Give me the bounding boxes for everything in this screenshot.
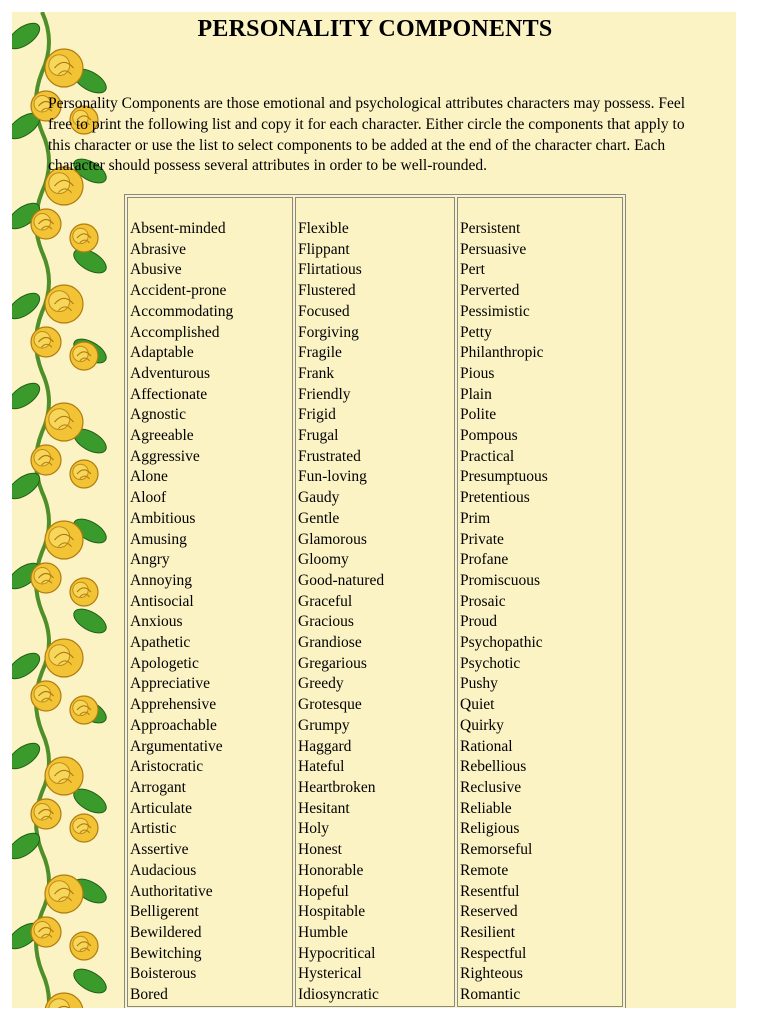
list-item: Affectionate bbox=[130, 385, 208, 403]
list-item: Holy bbox=[298, 820, 329, 838]
list-item: Appreciative bbox=[130, 675, 211, 693]
list-item: Absent-minded bbox=[130, 220, 226, 237]
leaf-icon bbox=[70, 604, 110, 638]
list-item: Aristocratic bbox=[130, 758, 204, 776]
list-item: Practical bbox=[460, 447, 515, 465]
leaf-icon bbox=[12, 738, 44, 773]
list-item: Bewildered bbox=[130, 923, 202, 941]
list-item: Articulate bbox=[130, 799, 192, 817]
list-item: Reliable bbox=[460, 799, 512, 817]
list-item: Abrasive bbox=[130, 240, 186, 258]
list-item: Frank bbox=[298, 364, 335, 382]
components-table bbox=[124, 194, 626, 1008]
list-item: Idiosyncratic bbox=[298, 986, 379, 1004]
list-item: Pretentious bbox=[460, 489, 530, 507]
list-item: Pessimistic bbox=[460, 302, 530, 320]
list-item: Hateful bbox=[298, 758, 345, 776]
list-item: Plain bbox=[460, 385, 492, 403]
list-item: Presumptuous bbox=[460, 468, 548, 486]
list-item: Gentle bbox=[298, 509, 340, 527]
list-item: Apathetic bbox=[130, 634, 191, 652]
list-item: Approachable bbox=[130, 716, 217, 734]
list-item: Prim bbox=[460, 509, 491, 527]
list-item: Flirtatious bbox=[298, 261, 362, 279]
list-item: Graceful bbox=[298, 592, 353, 610]
list-item: Annoying bbox=[130, 571, 192, 589]
list-item: Aloof bbox=[130, 489, 167, 507]
list-item: Petty bbox=[460, 323, 492, 341]
list-item: Religious bbox=[460, 820, 520, 838]
list-item: Honorable bbox=[298, 861, 364, 879]
list-item: Agreeable bbox=[130, 427, 194, 445]
page bbox=[12, 12, 736, 1008]
list-item: Heartbroken bbox=[298, 778, 376, 796]
list-item: Persistent bbox=[460, 220, 521, 237]
list-item: Fun-loving bbox=[298, 468, 367, 486]
list-item: Accommodating bbox=[130, 302, 234, 320]
list-item: Accident-prone bbox=[130, 282, 227, 300]
list-item: Rational bbox=[460, 737, 513, 755]
list-item: Apologetic bbox=[130, 654, 199, 672]
list-item: Belligerent bbox=[130, 903, 199, 921]
list-item: Abusive bbox=[130, 261, 182, 279]
list-item: Agnostic bbox=[130, 406, 186, 424]
list-item: Philanthropic bbox=[460, 344, 544, 362]
list-item: Adventurous bbox=[130, 364, 211, 382]
list-item: Antisocial bbox=[130, 592, 194, 610]
list-item: Grumpy bbox=[298, 716, 350, 734]
list-item: Quirky bbox=[460, 716, 504, 734]
list-item: Psychopathic bbox=[460, 634, 543, 652]
list-item: Hypocritical bbox=[298, 944, 376, 962]
list-item: Frugal bbox=[298, 427, 339, 445]
list-item: Gracious bbox=[298, 613, 354, 631]
list-item: Adaptable bbox=[130, 344, 194, 362]
list-item: Pious bbox=[460, 364, 495, 382]
list-item: Resilient bbox=[460, 923, 516, 941]
list-item: Amusing bbox=[130, 530, 187, 548]
list-item: Hopeful bbox=[298, 882, 349, 900]
list-item: Flexible bbox=[298, 220, 349, 237]
leaf-icon bbox=[70, 964, 110, 998]
list-item: Pushy bbox=[460, 675, 498, 693]
list-item: Good-natured bbox=[298, 571, 385, 589]
list-item: Focused bbox=[298, 302, 350, 320]
list-item: Proud bbox=[460, 613, 498, 631]
list-item: Flippant bbox=[298, 240, 350, 258]
list-item: Profane bbox=[460, 551, 509, 569]
list-item: Haggard bbox=[298, 737, 352, 755]
table-row bbox=[127, 197, 623, 1007]
list-item: Fragile bbox=[298, 344, 342, 362]
list-item: Accomplished bbox=[130, 323, 220, 341]
column-3 bbox=[457, 197, 623, 1007]
intro-paragraph: Personality Components are those emotional and psychological attributes characters may possess. Feel free to print the following list and copy it for each character. Either circle the components that apply to this character or use the list to select components to be added at the end of the character chart. Each character should possess several attributes in order to be well-rounded. bbox=[48, 95, 686, 175]
list-item: Remorseful bbox=[460, 841, 533, 859]
list-item: Prosaic bbox=[460, 592, 506, 610]
list-item: Hospitable bbox=[298, 903, 366, 921]
list-item: Grandiose bbox=[298, 634, 362, 652]
list-item: Angry bbox=[130, 551, 170, 569]
page-title: PERSONALITY COMPONENTS bbox=[197, 16, 553, 42]
list-item: Resentful bbox=[460, 882, 520, 900]
list-item: Argumentative bbox=[130, 737, 223, 755]
column-1 bbox=[127, 197, 293, 1007]
list-item: Gregarious bbox=[298, 654, 367, 672]
list-item: Frigid bbox=[298, 406, 336, 424]
list-item: Friendly bbox=[298, 385, 351, 403]
list-item: Reclusive bbox=[460, 778, 522, 796]
list-item: Pompous bbox=[460, 427, 518, 445]
list-item: Assertive bbox=[130, 841, 189, 859]
list-item: Private bbox=[460, 530, 504, 548]
list-item: Remote bbox=[460, 861, 509, 879]
list-item: Authoritative bbox=[130, 882, 213, 900]
component-list-2 bbox=[296, 198, 454, 1006]
column-2 bbox=[295, 197, 455, 1007]
list-item: Arrogant bbox=[130, 778, 186, 796]
list-item: Bewitching bbox=[130, 944, 202, 962]
list-item: Promiscuous bbox=[460, 571, 541, 589]
list-item: Grotesque bbox=[298, 696, 362, 714]
list-item: Artistic bbox=[130, 820, 177, 838]
list-item: Psychotic bbox=[460, 654, 521, 672]
list-item: Righteous bbox=[460, 965, 523, 983]
list-item: Bored bbox=[130, 986, 168, 1004]
list-item: Rebellious bbox=[460, 758, 527, 776]
list-item: Greedy bbox=[298, 675, 344, 693]
list-item: Respectful bbox=[460, 944, 527, 962]
leaf-icon bbox=[12, 378, 44, 413]
list-item: Glamorous bbox=[298, 530, 367, 548]
list-item: Humble bbox=[298, 923, 348, 941]
list-item: Forgiving bbox=[298, 323, 359, 341]
list-item: Reserved bbox=[460, 903, 518, 921]
list-item: Quiet bbox=[460, 696, 495, 714]
list-item: Aggressive bbox=[130, 447, 200, 465]
list-item: Alone bbox=[130, 468, 168, 486]
component-list-3 bbox=[458, 198, 622, 1006]
component-list-1 bbox=[128, 198, 292, 1006]
list-item: Hysterical bbox=[298, 965, 362, 983]
list-item: Perverted bbox=[460, 282, 520, 300]
list-item: Persuasive bbox=[460, 240, 527, 258]
list-item: Gloomy bbox=[298, 551, 349, 569]
list-item: Polite bbox=[460, 406, 497, 424]
list-item: Pert bbox=[460, 261, 485, 279]
list-item: Ambitious bbox=[130, 509, 196, 527]
list-item: Honest bbox=[298, 841, 342, 859]
list-item: Apprehensive bbox=[130, 696, 217, 714]
list-item: Gaudy bbox=[298, 489, 340, 507]
list-item: Anxious bbox=[130, 613, 183, 631]
list-item: Audacious bbox=[130, 861, 197, 879]
list-item: Boisterous bbox=[130, 965, 197, 983]
list-item: Hesitant bbox=[298, 799, 350, 817]
list-item: Flustered bbox=[298, 282, 356, 300]
list-item: Frustrated bbox=[298, 447, 361, 465]
list-item: Romantic bbox=[460, 986, 521, 1004]
